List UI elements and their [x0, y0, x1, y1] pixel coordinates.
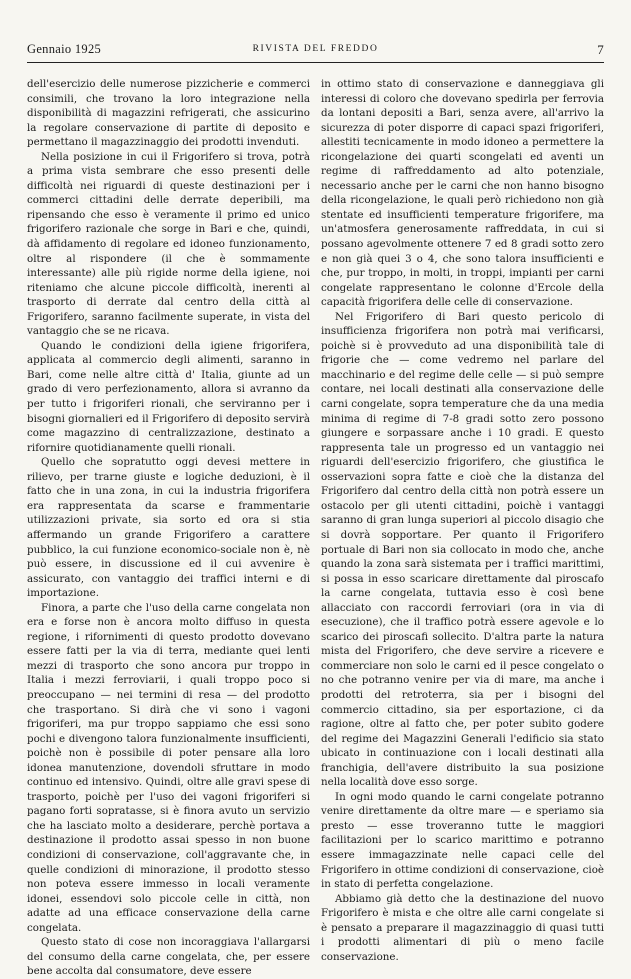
issue-date: Gennaio 1925 — [27, 42, 102, 56]
paragraph: in ottimo stato di conservazione e danneggiava gli interessi di coloro che dovevano spedirla per ferrovia da lontani depositi a Bari, senza avere, all'arrivo la sicurezza di poter disporre di capaci spazi frigoriferi, allestiti tecnicamente in modo idoneo a permettere la ricongelazione dei quarti scongelati ed aventi un regime di raffreddamento ad alto potenziale, necessario anche per le carni che non hanno bisogno della ricongelazione, le quali però richiedono non già stentate ed insufficienti temperature frigorifere, ma un'atmosfera generosamente raffreddata, in cui si possano agevolmente ottenere 7 ed 8 gradi sotto zero e non già quei 3 o 4, che sono talora insufficienti e che, pur troppo, in molti, in troppi, impianti per carni congelate rappresentano le colonne d'Ercole della capacità frigorifera delle celle di conservazione. — [321, 78, 604, 309]
right-column — [321, 77, 604, 964]
paragraph: Nel Frigorifero di Bari questo pericolo di insufficienza frigorifera non potrà mai verificarsi, poichè si è provveduto ad una disponibilità tale di frigorie che — come vedremo nel parlare del macchinario e del regime delle celle — si può sempre contare, nei locali destinati alla conservazione delle carni congelate, sopra temperature che da una media minima di regime di 7-8 gradi sotto zero possono giungere e sorpassare anche i 10 gradi. E questo rappresenta tale un progresso ed un vantaggio nei riguardi dell'esercizio frigorifero, che giustifica le osservazioni sopra fatte e cioè che la distanza del Frigorifero dal centro della città non potrà essere un ostacolo per gli utenti cittadini, poichè i vantaggi saranno di gran lunga superiori al piccolo disagio che si dovrà sopportare. Per quanto il Frigorifero portuale di Bari non sia collocato in modo che, anche quando la zona sarà sistemata per i traffici marittimi, si possa in esso scaricare direttamente dal piroscafo la carne congelata, tuttavia esso è così bene allacciato con raccordi ferroviari (ora in via di esecuzione), che il traffico potrà essere agevole e lo scarico dei piroscafi sollecito. D'altra parte la natura mista del Frigorifero, che deve servire a ricevere e commerciare non solo le carni ed il pesce congelato o no che potranno venire per via di mare, ma anche i prodotti del retroterra, sia per i bisogni del commercio cittadino, sia per esportazione, ci da ragione, oltre al fatto che, per poter subito godere del regime dei Magazzini Generali l'edificio sia stato ubicato in continuazione con i locali destinati alla franchigia, dell'avere distribuito la sua posizione nella località dove esso sorge. — [321, 310, 604, 789]
paragraph: In ogni modo quando le carni congelate potranno venire direttamente da oltre mare — e speriamo sia presto — esse troveranno tutte le maggiori facilitazioni per lo scarico marittimo e potranno essere immagazzinate nelle capaci celle del Frigorifero in ottime condizioni di conservazione, cioè in stato di perfetta congelazione. — [321, 790, 604, 891]
page-number: 7 — [597, 42, 604, 57]
paragraph: dell'esercizio delle numerose pizzicherie e commerci consimili, che trovano la loro integrazione nella disponibilità di magazzini refrigerati, che assicurino la regolare conservazione di partite di deposito e permettano il magazzinaggio dei prodotti invenduti. — [27, 78, 310, 149]
paragraph: Questo stato di cose non incoraggiava l'allargarsi del consumo della carne congelata, che, per essere bene accolta dal consumatore, deve essere — [27, 936, 310, 978]
paragraph: Quando le condizioni della igiene frigorifera, applicata al commercio degli alimenti, saranno in Bari, come nelle altre città d' Italia, giunte ad un grado di vero perfezionamento, allora si avranno da per tutto i frigoriferi rionali, che serviranno per i bisogni giornalieri ed il Frigorifero di deposito servirà come magazzino di centralizzazione, destinato a rifornire quotidianamente quelli rionali. — [27, 339, 310, 454]
paragraph: Finora, a parte che l'uso della carne congelata non era e forse non è ancora molto diffuso in questa regione, i rifornimenti di questo prodotto dovevano essere fatti per la via di terra, mediante quei lenti mezzi di trasporto che sono ancora pur troppo in Italia i mezzi ferroviarii, i quali troppo poco si preoccupano — nei termini di resa — del prodotto che trasportano. Si dirà che vi sono i vagoni frigoriferi, ma pur troppo sappiamo che essi sono pochi e divengono talora funzionalmente insufficienti, poichè non è possibile di poter pensare alla loro idonea manutenzione, dovendoli sfruttare in modo continuo ed intensivo. Quindi, oltre alle gravi spese di trasporto, poichè per l'uso dei vagoni frigoriferi si pagano forti sopratasse, si è finora avuto un servizio che ha lasciato molto a desiderare, perchè portava a destinazione il prodotto assai spesso in non buone condizioni di conservazione, coll'aggravante che, in quelle condizioni di minorazione, il prodotto stesso non poteva essere immesso in locali veramente idonei, essendovi solo piccole celle in città, non adatte ad una efficace conservazione della carne congelata. — [27, 601, 310, 934]
paragraph: Nella posizione in cui il Frigorifero si trova, potrà a prima vista sembrare che esso presenti delle difficoltà nei riguardi di queste destinazioni per i commerci cittadini delle derrate deperibili, ma ripensando che esso è veramente il primo ed unico frigorifero razionale che sorge in Bari e che, quindi, dà affidamento di regolare ed idoneo funzionamento, oltre al rispondere (il che è sommamente interessante) alle più rigide norme della igiene, noi riteniamo che alcune piccole difficoltà, inerenti al trasporto di derrate dal centro della città al Frigorifero, saranno facilmente superate, in vista del vantaggio che se ne ricava. — [27, 150, 310, 338]
left-column — [27, 77, 310, 979]
paragraph: Abbiamo già detto che la destinazione del nuovo Frigorifero è mista e che oltre alle carni congelate si è pensato a preparare il magazzinaggio di quasi tutti i prodotti alimentari di più o meno facile conservazione. — [321, 892, 604, 963]
journal-title: RIVISTA DEL FREDDO — [252, 44, 379, 54]
paragraph: Quello che sopratutto oggi devesi mettere in rilievo, per trarne giuste e logiche deduzioni, è il fatto che in una zona, in cui la industria frigorifera era rappresentata da scarse e frammentarie utilizzazioni private, sia sorto ed ora si stia affermando un grande Frigorifero a carattere pubblico, la cui funzione economico-sociale non è, nè può essere, in discussione ed il cui avvenire è assicurato, con vantaggio dei traffici interni e di importazione. — [27, 456, 310, 600]
header-rule — [27, 62, 604, 63]
page-header — [27, 42, 604, 58]
